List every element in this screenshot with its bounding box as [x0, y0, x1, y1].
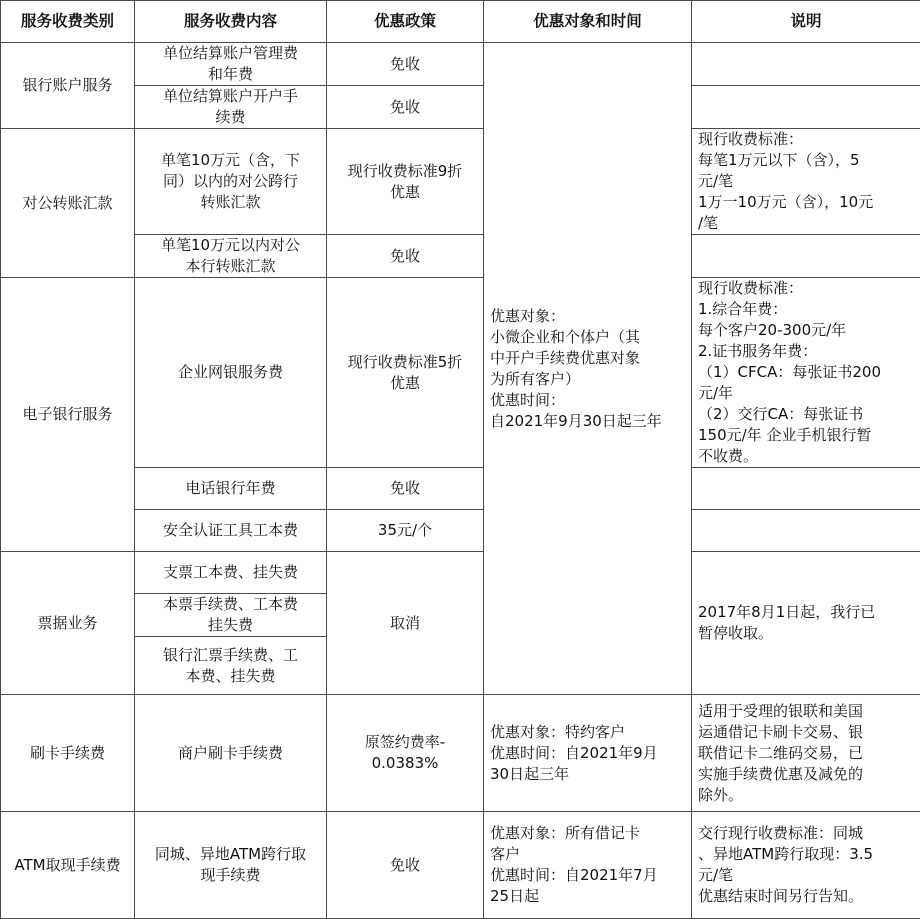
shared-target-time-cell: 优惠对象： 小微企业和个体户（其 中开户手续费优惠对象 为所有客户） 优惠时间： 自2021年9月30日起三年 — [484, 43, 692, 695]
note-cell-empty — [692, 468, 920, 510]
category-ebank: 电子银行服务 — [1, 278, 135, 552]
header-policy: 优惠政策 — [327, 1, 484, 43]
content-cell: 单笔10万元（含，下 同）以内的对公跨行 转账汇款 — [135, 129, 327, 235]
category-atm: ATM取现手续费 — [1, 812, 135, 919]
header-target-time: 优惠对象和时间 — [484, 1, 692, 43]
content-cell: 单位结算账户管理费 和年费 — [135, 43, 327, 86]
table-row — [1, 695, 920, 812]
category-bills: 票据业务 — [1, 552, 135, 695]
header-content: 服务收费内容 — [135, 1, 327, 43]
content-cell: 本票手续费、工本费 挂失费 — [135, 594, 327, 637]
note-cell-empty — [692, 235, 920, 278]
header-category: 服务收费类别 — [1, 1, 135, 43]
policy-cell: 免收 — [327, 812, 484, 919]
policy-cell: 免收 — [327, 468, 484, 510]
content-cell: 银行汇票手续费、工 本费、挂失费 — [135, 637, 327, 695]
policy-cell: 35元/个 — [327, 510, 484, 552]
content-cell: 同城、异地ATM跨行取 现手续费 — [135, 812, 327, 919]
policy-cell: 免收 — [327, 86, 484, 129]
content-cell: 商户刷卡手续费 — [135, 695, 327, 812]
note-cell-empty — [692, 510, 920, 552]
table-row — [1, 552, 920, 594]
table-row — [1, 468, 920, 510]
table-row — [1, 43, 920, 86]
content-cell: 支票工本费、挂失费 — [135, 552, 327, 594]
category-transfer: 对公转账汇款 — [1, 129, 135, 278]
table-row — [1, 129, 920, 235]
policy-cell: 免收 — [327, 43, 484, 86]
note-cell-empty — [692, 43, 920, 86]
category-bank-account: 银行账户服务 — [1, 43, 135, 129]
content-cell: 单位结算账户开户手 续费 — [135, 86, 327, 129]
category-card: 刷卡手续费 — [1, 695, 135, 812]
note-cell: 现行收费标准： 1.综合年费： 每个客户20-300元/年 2.证书服务年费： （1）CFCA：每张证书200 元/年 （2）交行CA：每张证书 150元/年 企业手机银行暂 不收费。 — [692, 278, 920, 468]
note-cell: 2017年8月1日起，我行已 暂停收取。 — [692, 552, 920, 695]
policy-cell: 取消 — [327, 552, 484, 695]
target-time-cell: 优惠对象：特约客户 优惠时间：自2021年9月 30日起三年 — [484, 695, 692, 812]
policy-cell: 现行收费标准9折 优惠 — [327, 129, 484, 235]
table-row — [1, 812, 920, 919]
content-cell: 单笔10万元以内对公 本行转账汇款 — [135, 235, 327, 278]
table-row — [1, 510, 920, 552]
table-row — [1, 278, 920, 468]
header-row — [1, 1, 920, 43]
table-row — [1, 86, 920, 129]
content-cell: 企业网银服务费 — [135, 278, 327, 468]
target-time-cell: 优惠对象：所有借记卡 客户 优惠时间：自2021年7月 25日起 — [484, 812, 692, 919]
policy-cell: 现行收费标准5折 优惠 — [327, 278, 484, 468]
content-cell: 电话银行年费 — [135, 468, 327, 510]
content-cell: 安全认证工具工本费 — [135, 510, 327, 552]
note-cell: 适用于受理的银联和美国 运通借记卡刷卡交易、银 联借记卡二维码交易，已 实施手续费优惠及减免的 除外。 — [692, 695, 920, 812]
header-note: 说明 — [692, 1, 920, 43]
table-row — [1, 235, 920, 278]
note-cell: 交行现行收费标准：同城 、异地ATM跨行取现：3.5 元/笔 优惠结束时间另行告知。 — [692, 812, 920, 919]
policy-cell: 原签约费率- 0.0383% — [327, 695, 484, 812]
policy-cell: 免收 — [327, 235, 484, 278]
note-cell: 现行收费标准： 每笔1万元以下（含），5 元/笔 1万一10万元（含），10元 /笔 — [692, 129, 920, 235]
note-cell-empty — [692, 86, 920, 129]
